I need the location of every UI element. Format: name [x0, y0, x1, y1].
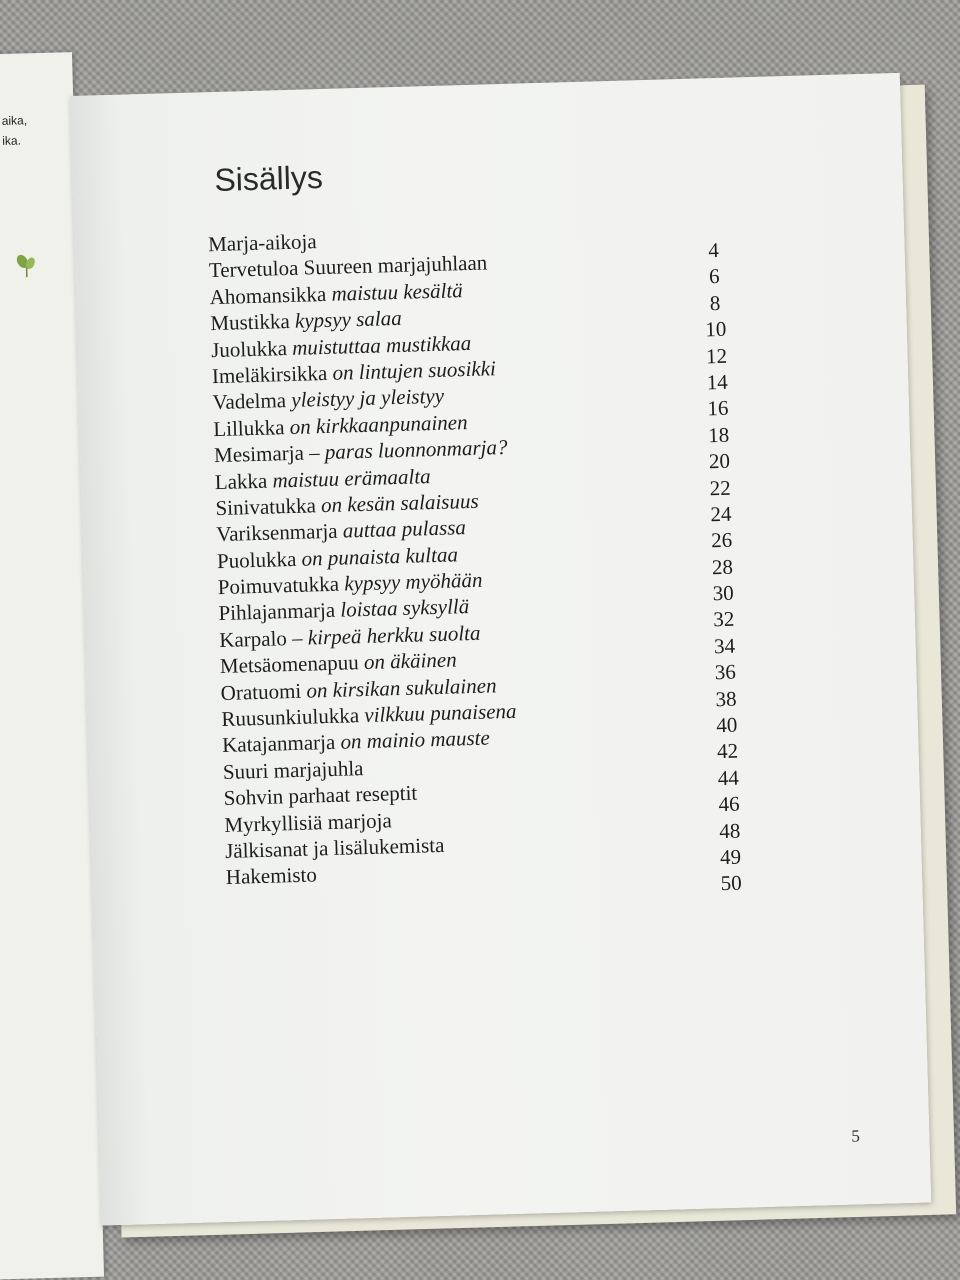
- toc-entry-main: Mustikka: [210, 308, 296, 336]
- page-title: Sisällys: [213, 158, 324, 198]
- table-of-contents: [207, 217, 766, 896]
- toc-entry-page-number: 24: [710, 501, 732, 527]
- toc-entry-page-number: 46: [718, 791, 740, 817]
- toc-entry-main: Jälkisanat ja lisälukemista: [224, 832, 445, 863]
- toc-entry-page-number: 42: [716, 739, 739, 764]
- toc-entry-subtitle: vilkkuu punaisena: [363, 698, 517, 728]
- toc-entry-page-number: 34: [713, 633, 736, 659]
- sprout-illustration-icon: [15, 253, 38, 278]
- toc-entry-title: [223, 781, 417, 811]
- toc-entry-subtitle: on kesän salaisuus: [320, 488, 479, 518]
- contents-page: [70, 73, 931, 1226]
- toc-entry-subtitle: – paras luonnonmarja?: [308, 435, 508, 465]
- toc-entry-subtitle: on mainio mauste: [340, 725, 491, 755]
- toc-entry-main: Hakemisto: [225, 862, 318, 890]
- toc-entry-page-number: 10: [704, 316, 727, 342]
- toc-entry-page-number: 28: [711, 554, 734, 579]
- toc-entry-subtitle: kypsyy salaa: [294, 306, 402, 333]
- toc-entry-main: Suuri marjajuhla: [222, 755, 364, 784]
- toc-entry-page-number: 44: [717, 765, 740, 790]
- toc-entry-subtitle: on äkäinen: [363, 647, 458, 675]
- toc-entry-main: Marja-aikoja: [207, 229, 317, 257]
- left-page-text-fragment: ika.: [2, 133, 22, 148]
- toc-entry-main: Vadelma: [212, 388, 292, 415]
- toc-entry-page-number: 8: [709, 290, 721, 315]
- toc-entry-subtitle: on punaista kultaa: [301, 542, 459, 571]
- toc-entry-page-number: 4: [707, 237, 720, 263]
- toc-entry-page-number: 16: [707, 396, 729, 421]
- toc-entry-main: Katajanmarja: [221, 730, 341, 758]
- toc-entry-page-number: 50: [720, 870, 743, 896]
- toc-entry-title: [210, 306, 402, 336]
- toc-entry-title: [223, 756, 364, 785]
- toc-entry-subtitle: yleistyy ja yleistyy: [290, 384, 445, 413]
- toc-entry-page-number: 36: [714, 659, 737, 685]
- left-page-text-fragment: aika,: [1, 113, 28, 128]
- toc-entry-page-number: 38: [715, 686, 737, 711]
- toc-entry-page-number: 20: [708, 448, 731, 474]
- toc-entry-page-number: 49: [719, 844, 742, 870]
- toc-entry-main: Metsäomenapuu: [219, 650, 365, 679]
- toc-entry-page-number: 22: [709, 475, 732, 500]
- toc-entry-main: Sohvin parhaat reseptit: [223, 780, 418, 811]
- toc-entry-main: Sinivatukka: [215, 493, 322, 520]
- toc-entry-subtitle: on lintujen suosikki: [332, 356, 497, 385]
- page-number: 5: [851, 1126, 861, 1146]
- toc-entry-subtitle: kypsyy myöhään: [343, 567, 483, 596]
- toc-entry-main: Mesimarja: [213, 440, 310, 468]
- toc-entry-main: Variksenmarja: [215, 518, 344, 547]
- toc-entry-main: Ahomansikka: [209, 281, 332, 309]
- toc-entry-page-number: 40: [715, 712, 738, 738]
- toc-entry-page-number: 48: [718, 818, 741, 843]
- toc-entry-main: Myrkyllisiä marjoja: [224, 807, 393, 837]
- toc-entry-subtitle: – kirpeä herkku suolta: [291, 620, 481, 650]
- toc-entry-subtitle: on kirkkaanpunainen: [289, 409, 468, 439]
- toc-entry-main: Oratuomi: [220, 678, 307, 705]
- toc-entry-main: Ruusunkiulukka: [221, 703, 365, 732]
- toc-entry-page-number: 26: [710, 527, 733, 553]
- toc-entry-subtitle: muistuttaa mustikkaa: [291, 330, 472, 360]
- toc-entry-subtitle: auttaa pulassa: [342, 515, 467, 543]
- toc-entry-main: Poimuvatukka: [217, 571, 345, 600]
- toc-entry-page-number: 14: [706, 369, 729, 395]
- toc-entry-main: Pihlajanmarja: [218, 598, 341, 626]
- toc-entry-title: [208, 229, 317, 257]
- toc-entry-page-number: 12: [705, 343, 728, 368]
- toc-entry-subtitle: on kirsikan sukulainen: [306, 672, 497, 703]
- toc-entry-main: Lillukka: [213, 414, 291, 441]
- toc-entry-subtitle: maistuu erämaalta: [272, 463, 431, 493]
- toc-entry-page-number: 18: [707, 422, 730, 448]
- toc-entry-page-number: 32: [713, 607, 735, 632]
- toc-entry-title: [226, 863, 318, 891]
- toc-entry-page-number: 6: [708, 264, 720, 289]
- toc-entry-title: [224, 808, 392, 838]
- toc-entry-main: Puolukka: [216, 546, 302, 573]
- toc-entry-main: Tervetuloa Suureen marjajuhlaan: [208, 250, 488, 283]
- toc-entry-main: Imeläkirsikka: [211, 360, 333, 389]
- toc-entry-subtitle: loistaa syksyllä: [340, 594, 470, 623]
- toc-entry-main: Karpalo: [218, 625, 293, 652]
- toc-entry-main: Lakka: [214, 468, 273, 494]
- toc-entry-page-number: 30: [712, 580, 734, 606]
- toc-entry-subtitle: maistuu kesältä: [331, 277, 464, 306]
- toc-entry-main: Juolukka: [210, 335, 293, 362]
